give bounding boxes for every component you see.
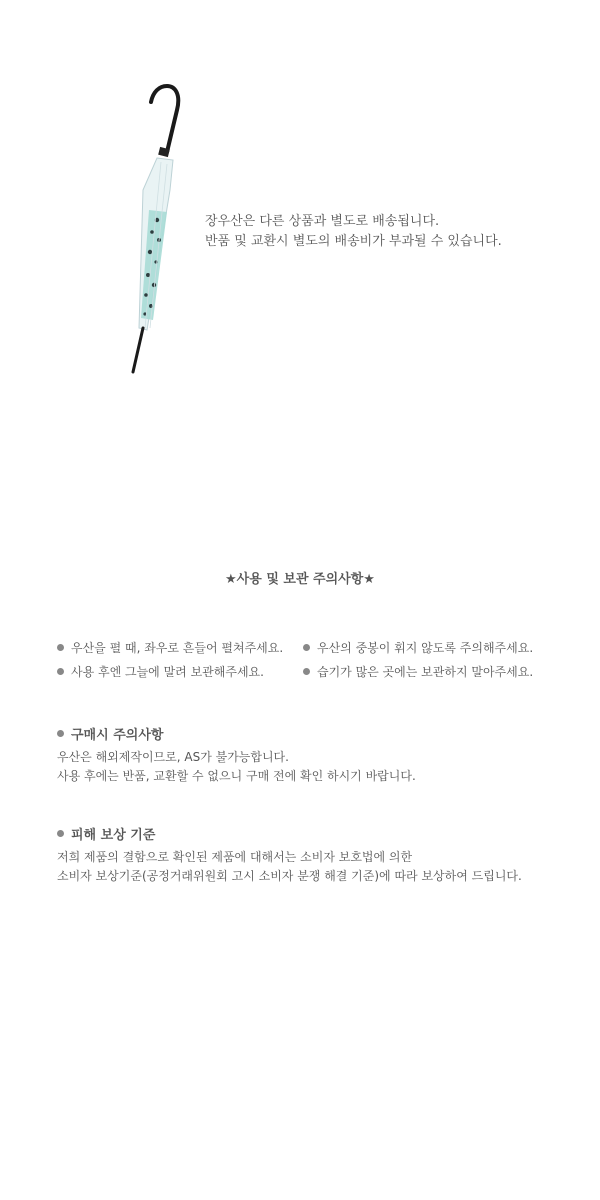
dot-bullet-icon	[57, 830, 64, 837]
purchase-notice-body	[57, 748, 416, 786]
shipping-notice-line2: 반품 및 교환시 별도의 배송비가 부과될 수 있습니다.	[205, 234, 502, 249]
care-item-text: 습기가 많은 곳에는 보관하지 말아주세요.	[317, 665, 534, 679]
shipping-notice-line1: 장우산은 다른 상품과 별도로 배송됩니다.	[205, 214, 440, 229]
dot-bullet-icon	[303, 668, 310, 675]
dot-bullet-icon	[57, 730, 64, 737]
care-item-text: 우산의 중봉이 휘지 않도록 주의해주세요.	[317, 641, 534, 655]
care-item	[57, 639, 283, 656]
care-item-text: 사용 후엔 그늘에 말려 보관해주세요.	[71, 665, 264, 679]
shipping-notice	[205, 212, 502, 252]
dot-bullet-icon	[57, 668, 64, 675]
care-item	[303, 639, 533, 656]
compensation-line2: 소비자 보상기준(공정거래위원회 고시 소비자 분쟁 해결 기준)에 따라 보상하여 드립니다.	[57, 869, 522, 883]
care-item-text: 우산을 펼 때, 좌우로 흔들어 펼쳐주세요.	[71, 641, 284, 655]
compensation-body	[57, 848, 522, 886]
care-item	[303, 663, 533, 680]
care-item	[57, 663, 264, 680]
compensation-title-text: 피해 보상 기준	[71, 828, 156, 843]
care-title: ★사용 및 보관 주의사항★	[225, 572, 375, 587]
dot-bullet-icon	[57, 644, 64, 651]
compensation-title	[57, 824, 155, 843]
purchase-notice-title-text: 구매시 주의사항	[71, 728, 164, 743]
purchase-notice-line2: 사용 후에는 반품, 교환할 수 없으니 구매 전에 확인 하시기 바랍니다.	[57, 769, 416, 783]
umbrella-product-image	[95, 80, 195, 380]
purchase-notice-line1: 우산은 해외제작이므로, AS가 불가능합니다.	[57, 750, 289, 764]
compensation-line1: 저희 제품의 결함으로 확인된 제품에 대해서는 소비자 보호법에 의한	[57, 850, 413, 864]
dot-bullet-icon	[303, 644, 310, 651]
purchase-notice-title	[57, 724, 163, 743]
